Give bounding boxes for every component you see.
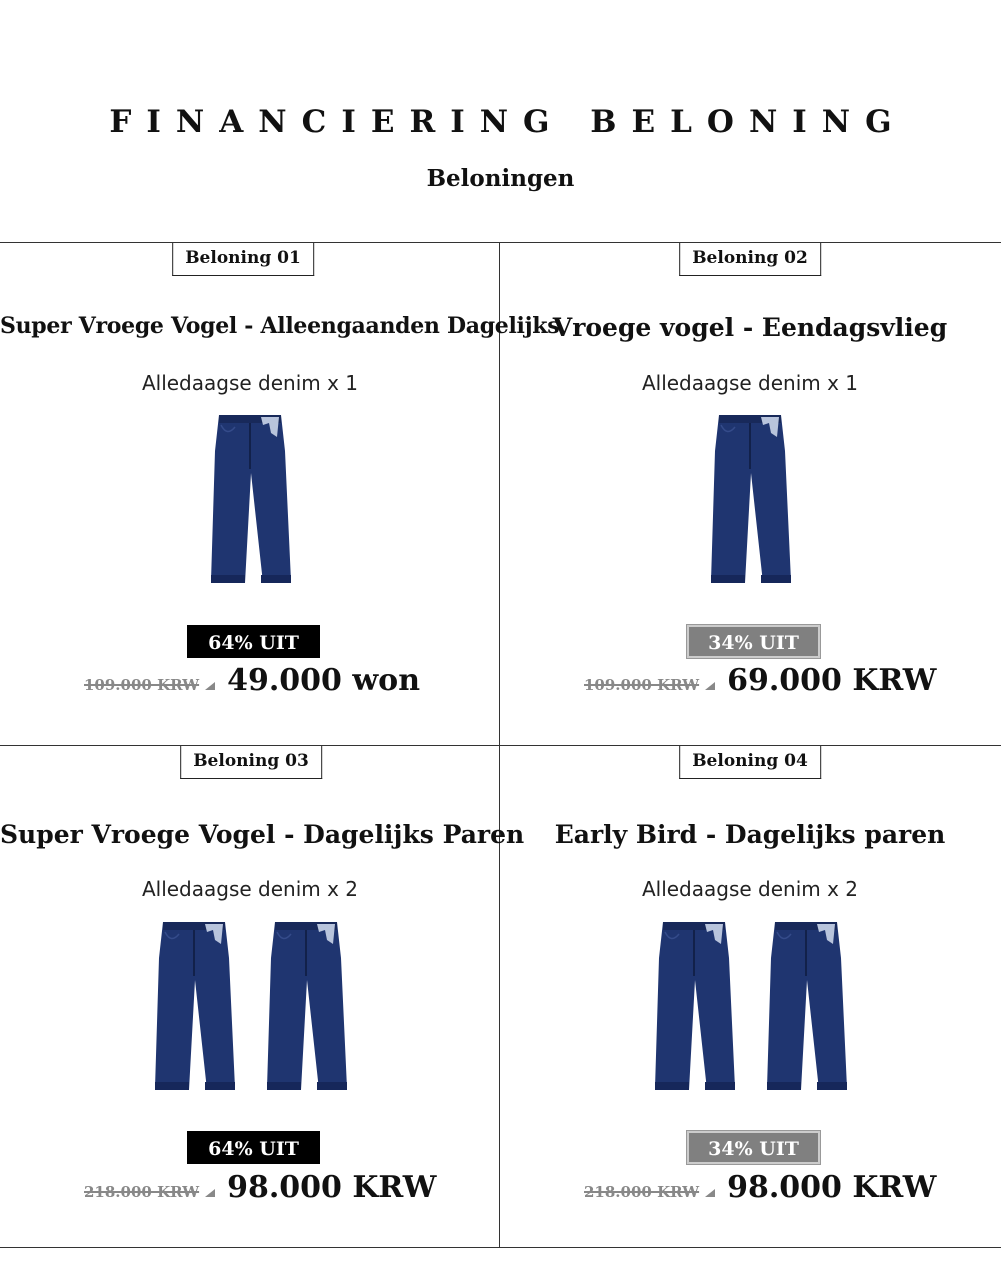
price-row: [584, 1170, 936, 1205]
price-row: [84, 1170, 436, 1205]
arrow-icon: [205, 680, 217, 690]
price-row: [84, 663, 420, 698]
new-price: 98.000 KRW: [227, 1170, 437, 1205]
discount-badge: 64% UIT: [187, 625, 320, 658]
arrow-icon: [705, 1187, 717, 1197]
arrow-icon: [705, 680, 717, 690]
jeans-icon: [649, 918, 739, 1098]
jeans-icon: [149, 918, 239, 1098]
new-price: 98.000 KRW: [727, 1170, 937, 1205]
jeans-icon: [261, 918, 351, 1098]
page-subtitle: Beloningen: [426, 165, 575, 192]
reward-title: Super Vroege Vogel - Dagelijks Paren: [0, 820, 525, 849]
jeans-icon: [205, 411, 295, 591]
new-price: 49.000 won: [227, 663, 420, 698]
old-price: 218.000 KRW: [84, 1183, 200, 1201]
reward-tag: Beloning 02: [679, 243, 821, 276]
jeans-image-group: [500, 411, 1000, 591]
reward-title: Super Vroege Vogel - Alleengaanden Dagelijks: [0, 313, 560, 339]
reward-description: Alledaagse denim x 2: [141, 877, 359, 901]
reward-description: Alledaagse denim x 1: [141, 371, 359, 395]
reward-card-01[interactable]: [0, 243, 560, 745]
jeans-image-group: [0, 411, 500, 591]
discount-badge: 64% UIT: [187, 1131, 320, 1164]
old-price: 109.000 KRW: [584, 676, 700, 694]
new-price: 69.000 KRW: [727, 663, 937, 698]
jeans-image-group: [0, 918, 500, 1098]
reward-tag: Beloning 03: [180, 746, 322, 779]
rewards-grid: [0, 242, 1001, 1248]
jeans-icon: [761, 918, 851, 1098]
discount-badge: 34% UIT: [687, 625, 820, 658]
reward-tag: Beloning 01: [172, 243, 314, 276]
old-price: 109.000 KRW: [84, 676, 200, 694]
reward-description: Alledaagse denim x 2: [641, 877, 859, 901]
old-price: 218.000 KRW: [584, 1183, 700, 1201]
reward-card-04[interactable]: [500, 746, 1000, 1248]
reward-description: Alledaagse denim x 1: [641, 371, 859, 395]
reward-tag: Beloning 04: [679, 746, 821, 779]
reward-title: Vroege vogel - Eendagsvlieg: [552, 313, 948, 342]
jeans-image-group: [500, 918, 1000, 1098]
reward-card-03[interactable]: [0, 746, 525, 1248]
reward-card-02[interactable]: [500, 243, 1000, 745]
price-row: [584, 663, 936, 698]
arrow-icon: [205, 1187, 217, 1197]
discount-badge: 34% UIT: [687, 1131, 820, 1164]
reward-title: Early Bird - Dagelijks paren: [554, 820, 946, 849]
jeans-icon: [705, 411, 795, 591]
page-title: FINANCIERING BELONING: [109, 104, 907, 140]
